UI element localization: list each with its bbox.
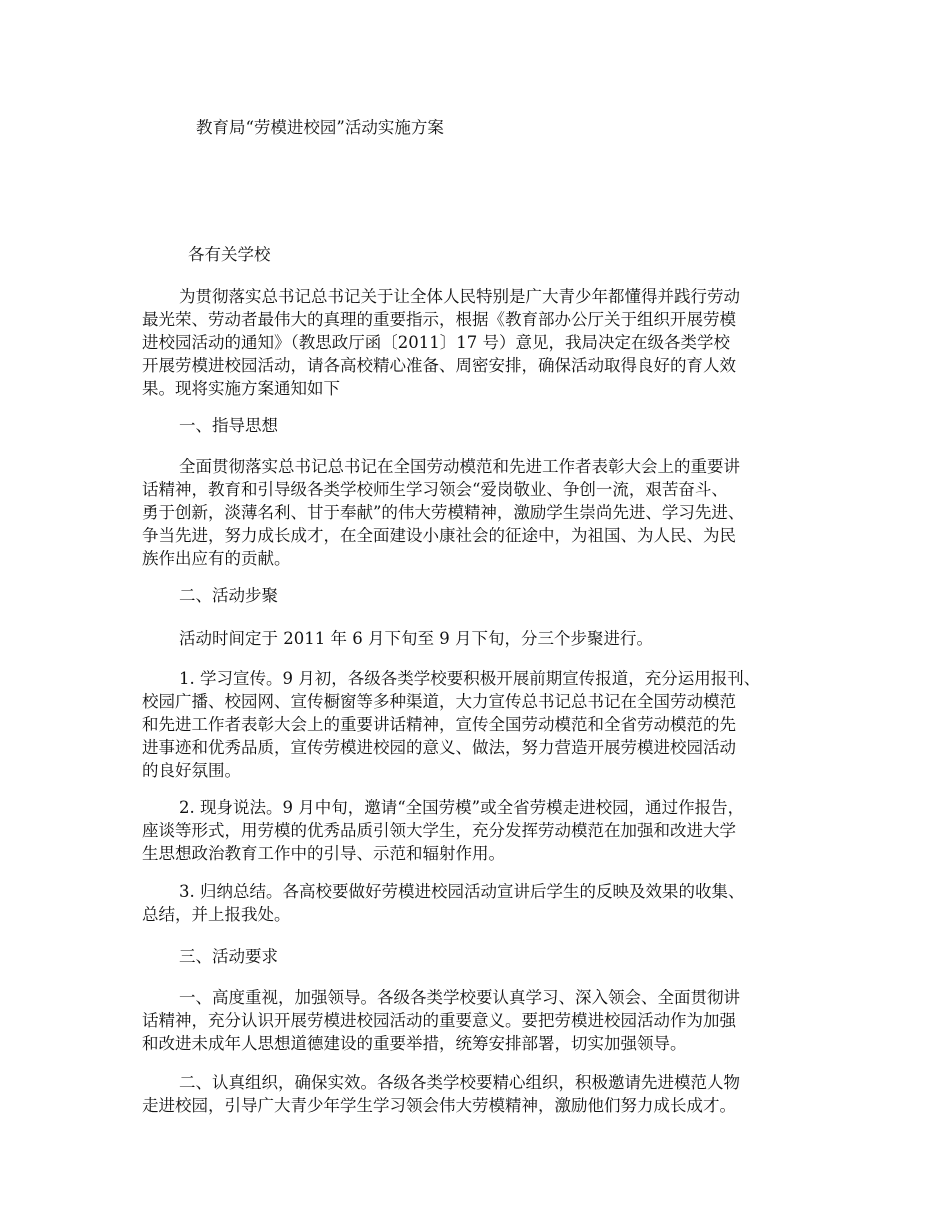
text-line: 全面贯彻落实总书记总书记在全国劳动模范和先进工作者表彰大会上的重要讲 [179, 457, 740, 476]
steps-intro: 活动时间定于 2011 年 6 月下旬至 9 月下旬，分三个步聚进行。 [179, 629, 653, 648]
text-line: 校园广播、校园网、宣传橱窗等多种渠道，大力宣传总书记总书记在全国劳动模范 [142, 692, 736, 711]
step-2-paragraph [142, 796, 822, 865]
text-line: 为贯彻落实总书记总书记关于让全体人民特别是广大青少年都懂得并践行劳动 [179, 287, 740, 306]
text-line: 3. 归纳总结。各高校要做好劳模进校园活动宣讲后学生的反映及效果的收集、 [179, 882, 745, 901]
text-line: 开展劳模进校园活动，请各高校精心准备、周密安排，确保活动取得良好的育人效 [142, 356, 736, 375]
text-line: 话精神，教育和引导级各类学校师生学习领会“爱岗敬业、争创一流，艰苦奋斗、 [142, 480, 728, 499]
text-line: 二、认真组织，确保实效。各级各类学校要精心组织，积极邀请先进模范人物 [179, 1073, 740, 1092]
text-line: 勇于创新，淡薄名利、甘于奉献”的伟大劳模精神，激励学生崇尚先进、学习先进、 [142, 503, 745, 522]
text-line: 和改进未成年人思想道德建设的重要举措，统筹安排部署，切实加强领导。 [142, 1034, 687, 1053]
text-line: 话精神，充分认识开展劳模进校园活动的重要意义。要把劳模进校园活动作为加强 [142, 1011, 736, 1030]
text-line: 走进校园，引导广大青少年学生学习领会伟大劳模精神，激励他们努力成长成才。 [142, 1096, 736, 1115]
intro-paragraph [142, 285, 822, 400]
requirement-2-paragraph [142, 1071, 822, 1117]
text-line: 1. 学习宣传。9 月初，各级各类学校要积极开展前期宣传报道，充分运用报刊、 [179, 669, 761, 688]
text-line: 座谈等形式，用劳模的优秀品质引领大学生，充分发挥劳动模范在加强和改进大学 [142, 821, 736, 840]
text-line: 最光荣、劳动者最伟大的真理的重要指示，根据《教育部办公厅关于组织开展劳模 [142, 310, 736, 329]
section-heading-guiding-ideology: 一、指导思想 [179, 416, 278, 435]
salutation: 各有关学校 [188, 245, 271, 264]
text-line: 族作出应有的贡献。 [142, 549, 291, 568]
text-line: 果。现将实施方案通知如下 [142, 379, 340, 398]
text-line: 的良好氛围。 [142, 761, 241, 780]
guiding-ideology-paragraph [142, 455, 822, 570]
step-1-paragraph [142, 667, 822, 782]
text-line: 争当先进，努力成长成才，在全面建设小康社会的征途中，为祖国、为人民、为民 [142, 526, 736, 545]
text-line: 和先进工作者表彰大会上的重要讲话精神，宣传全国劳动模范和全省劳动模范的先 [142, 715, 736, 734]
text-line: 进事迹和优秀品质，宣传劳模进校园的意义、做法，努力营造开展劳模进校园活动 [142, 738, 736, 757]
text-line: 一、高度重视，加强领导。各级各类学校要认真学习、深入领会、全面贯彻讲 [179, 988, 740, 1007]
text-line: 2. 现身说法。9 月中旬，邀请“全国劳模”或全省劳模走进校园，通过作报告， [179, 798, 745, 817]
text-line: 总结，并上报我处。 [142, 905, 291, 924]
section-heading-steps: 二、活动步聚 [179, 586, 278, 605]
step-3-paragraph [142, 880, 822, 926]
text-line: 进校园活动的通知》（教思政厅函〔2011〕17 号）意见，我局决定在级各类学校 [142, 333, 730, 352]
section-heading-requirements: 三、活动要求 [179, 947, 278, 966]
requirement-1-paragraph [142, 986, 822, 1055]
text-line: 生思想政治教育工作中的引导、示范和辐射作用。 [142, 844, 505, 863]
document-title: 教育局“劳模进校园”活动实施方案 [196, 118, 444, 137]
